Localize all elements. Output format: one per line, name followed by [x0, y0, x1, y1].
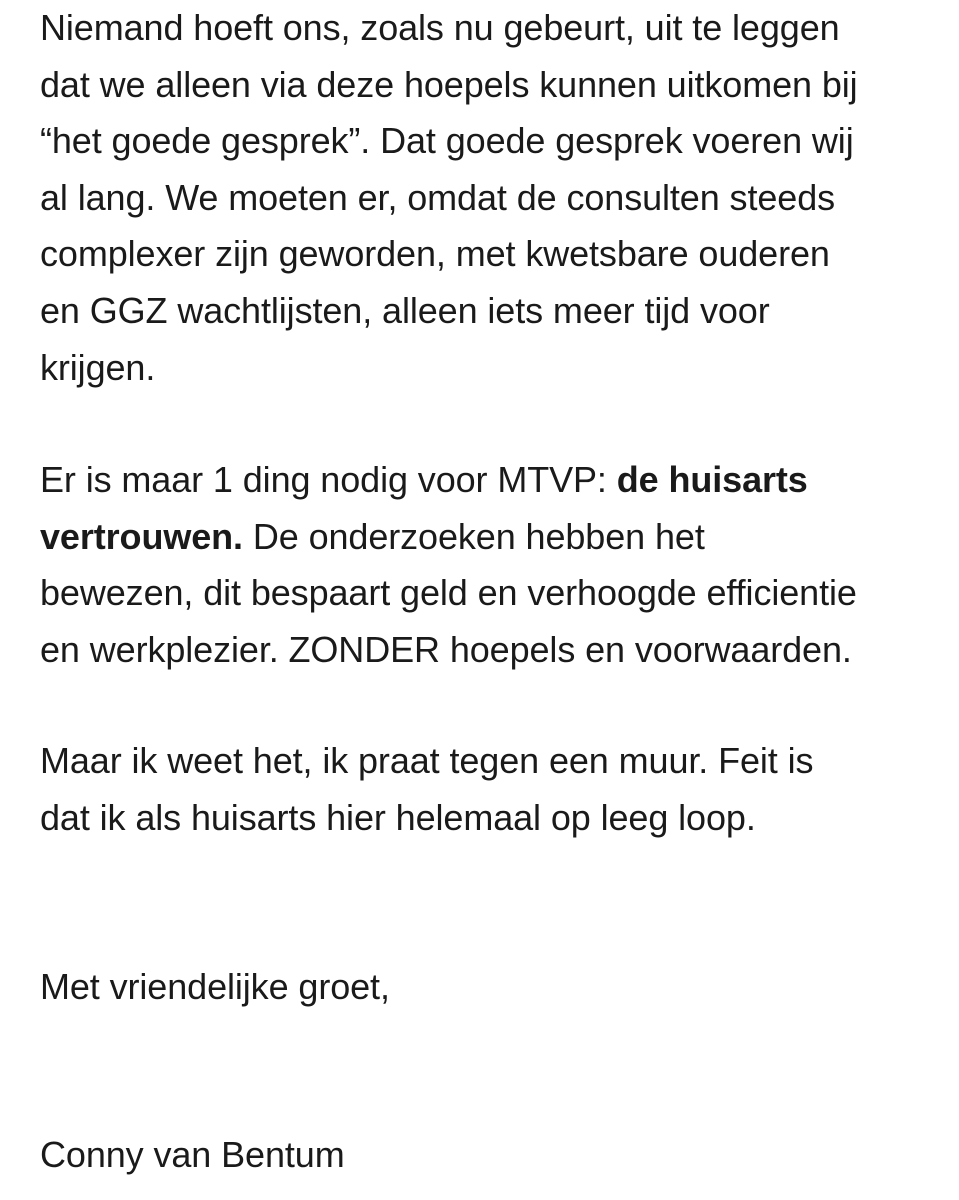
- text-line: Maar ik weet het, ik praat tegen een muur. Feit is: [40, 740, 814, 781]
- text-line: bewezen, dit bespaart geld en verhoogde efficientie: [40, 572, 857, 614]
- text-line: complexer zijn geworden, met kwetsbare ouderen: [40, 233, 830, 275]
- bold-text-segment: de huisarts: [616, 459, 808, 500]
- text-line: [40, 509, 940, 566]
- paragraph-muur: [40, 733, 940, 846]
- text-line: “het goede gesprek”. Dat goede gesprek voeren wij: [40, 120, 854, 162]
- text-line: dat ik als huisarts hier helemaal op leeg loop.: [40, 796, 756, 838]
- text-segment: Er is maar 1 ding nodig voor MTVP:: [40, 459, 617, 500]
- text-line: krijgen.: [40, 346, 156, 388]
- text-line: Niemand hoeft ons, zoals nu gebeurt, uit te leggen: [40, 7, 840, 48]
- text-line: dat we alleen via deze hoepels kunnen uitkomen bij: [40, 63, 858, 105]
- paragraph-hoepels: [40, 0, 940, 396]
- bold-text-segment: vertrouwen.: [40, 515, 243, 557]
- text-line: en werkplezier. ZONDER hoepels en voorwaarden.: [40, 628, 852, 670]
- text-line: al lang. We moeten er, omdat de consulten steeds: [40, 176, 836, 218]
- paragraph-mtvp: [40, 452, 940, 678]
- text-line: [40, 452, 940, 509]
- closing-greeting: Met vriendelijke groet,: [40, 966, 390, 1007]
- text-line: en GGZ wachtlijsten, alleen iets meer tijd voor: [40, 289, 770, 331]
- signature-name: Conny van Bentum: [40, 1134, 345, 1175]
- text-segment: De onderzoeken hebben het: [242, 515, 705, 557]
